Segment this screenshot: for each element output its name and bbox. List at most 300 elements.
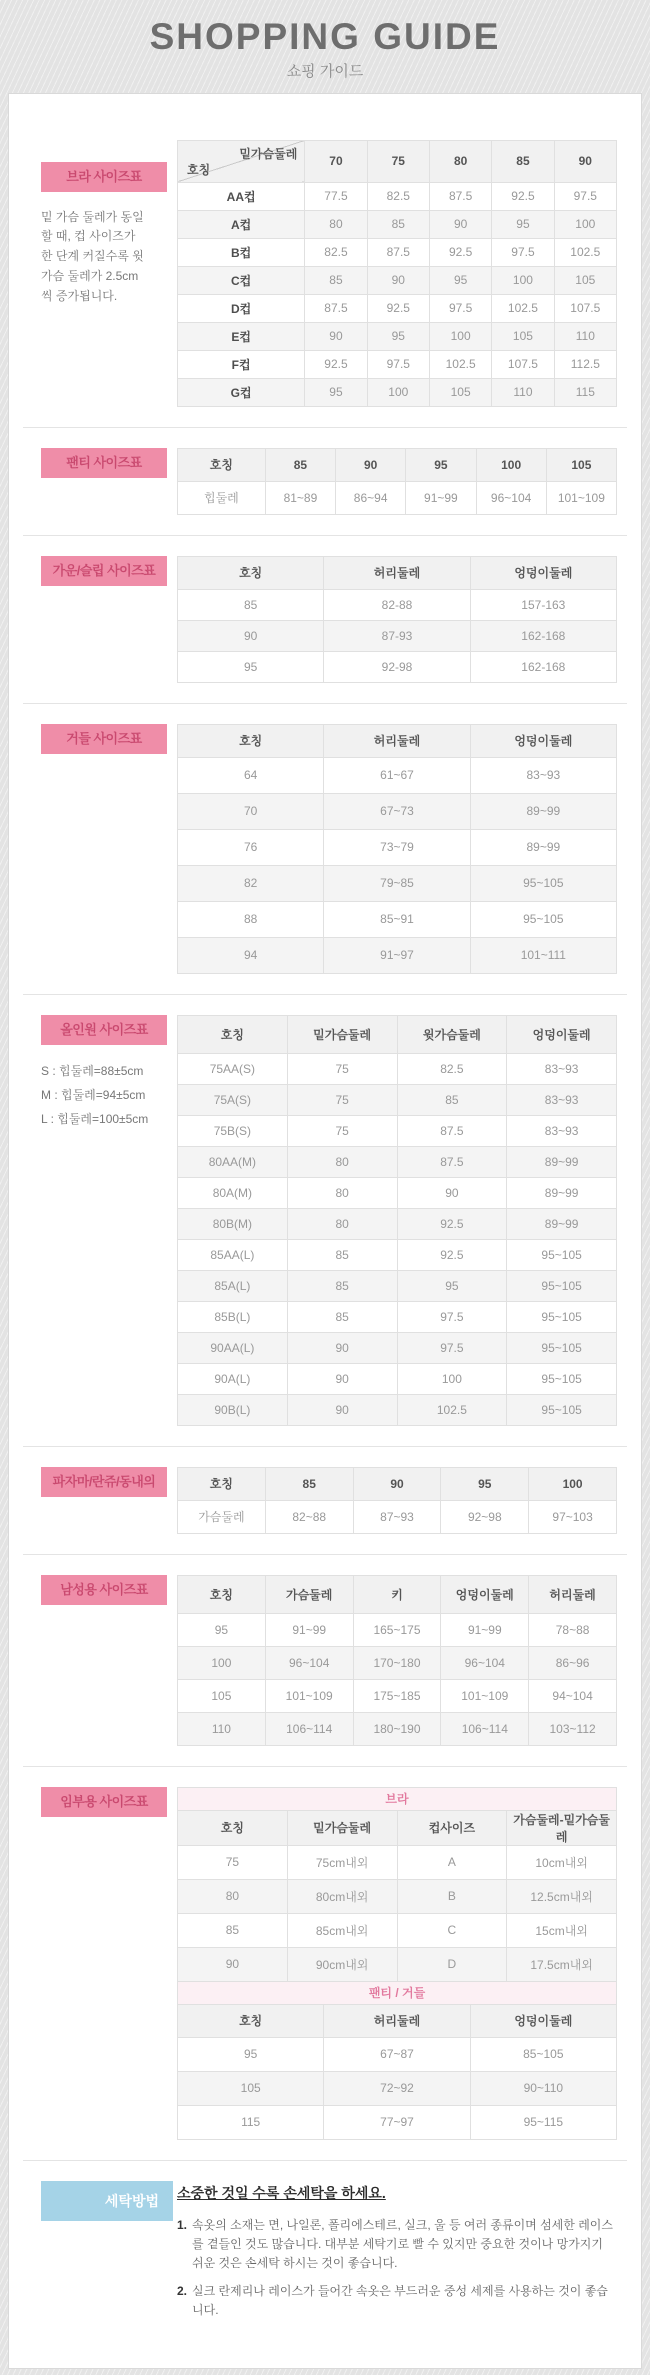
- table-cell: 75cm내외: [287, 1845, 397, 1879]
- table-cell: 82-88: [324, 589, 470, 620]
- table-cell: 115: [554, 378, 616, 406]
- column-header-cell: 95: [441, 1467, 529, 1500]
- row-header-cell: E컵: [178, 322, 305, 350]
- column-header-cell: 호칭: [178, 724, 324, 757]
- table-row: [178, 294, 617, 322]
- table-cell: 105: [178, 2071, 324, 2105]
- table-row: [178, 350, 617, 378]
- table-header-row: [178, 724, 617, 757]
- section-washing-method: [9, 2161, 641, 2341]
- table-cell: 105: [492, 322, 554, 350]
- pajama-size-table-container: [177, 1467, 617, 1534]
- column-header-cell: 90: [336, 448, 406, 481]
- column-header-cell: 밑가슴둘레: [287, 1015, 397, 1053]
- table-header-row: [178, 556, 617, 589]
- column-header-cell: 허리둘레: [324, 724, 470, 757]
- table-cell: 97.5: [429, 294, 491, 322]
- table-cell: 92-98: [324, 651, 470, 682]
- column-header-cell: 100: [476, 448, 546, 481]
- column-header-cell: 가슴둘레-밑가슴둘레: [507, 1810, 617, 1845]
- table-cell: 92.5: [397, 1239, 507, 1270]
- table-cell: 95~105: [507, 1394, 617, 1425]
- table-cell: 95: [178, 2037, 324, 2071]
- washing-method-title: 소중한 것일 수록 손세탁을 하세요.: [177, 2184, 386, 2201]
- table-cell: 107.5: [554, 294, 616, 322]
- table-cell: 95~105: [470, 865, 616, 901]
- table-row: [178, 182, 617, 210]
- mens-size-table-container: [177, 1575, 617, 1746]
- table-cell: 75AA(S): [178, 1053, 288, 1084]
- table-cell: 86~94: [336, 481, 406, 514]
- table-cell: 75A(S): [178, 1084, 288, 1115]
- table-row: [178, 589, 617, 620]
- table-cell: 100: [492, 266, 554, 294]
- table-cell: 87.5: [397, 1115, 507, 1146]
- table-row: [178, 1879, 617, 1913]
- table-row: [178, 1208, 617, 1239]
- column-header-cell: 윗가슴둘레: [397, 1015, 507, 1053]
- table-cell: 115: [178, 2105, 324, 2139]
- table-cell: 105: [429, 378, 491, 406]
- table-cell: 97.5: [397, 1332, 507, 1363]
- column-header-cell: 75: [367, 140, 429, 182]
- table-cell: 89~99: [507, 1208, 617, 1239]
- table-cell: 101~109: [265, 1679, 353, 1712]
- table-cell: 85: [287, 1270, 397, 1301]
- column-header-cell: 100: [529, 1467, 617, 1500]
- table-row: [178, 937, 617, 973]
- content-card: [8, 93, 642, 2370]
- table-cell: 91~97: [324, 937, 470, 973]
- table-row: [178, 378, 617, 406]
- page-title: SHOPPING GUIDE: [149, 16, 501, 57]
- table-cell: 70: [178, 793, 324, 829]
- washing-item-text: 실크 란제리나 레이스가 들어간 속옷은 부드러운 중성 세제를 사용하는 것이 좋습니다.: [192, 2284, 608, 2318]
- table-cell: 61~67: [324, 757, 470, 793]
- table-row: [178, 2071, 617, 2105]
- section-allinone-size: [9, 995, 641, 1446]
- size-table: [177, 1787, 617, 1982]
- table-cell: 101~111: [470, 937, 616, 973]
- column-header-cell: 엉덩이둘레: [507, 1015, 617, 1053]
- column-header-cell: 호칭: [178, 1015, 288, 1053]
- table-cell: 102.5: [397, 1394, 507, 1425]
- table-row: [178, 1177, 617, 1208]
- table-row: [178, 1646, 617, 1679]
- row-header-cell: D컵: [178, 294, 305, 322]
- table-cell: 101~109: [546, 481, 616, 514]
- column-header-cell: 엉덩이둘레: [470, 2004, 616, 2037]
- table-row: [178, 1270, 617, 1301]
- table-row: [178, 1947, 617, 1981]
- column-header-cell: 허리둘레: [324, 2004, 470, 2037]
- table-cell: 67~73: [324, 793, 470, 829]
- table-cell: 100: [397, 1363, 507, 1394]
- table-cell: 85B(L): [178, 1301, 288, 1332]
- table-row: [178, 1712, 617, 1745]
- table-cell: 97.5: [367, 350, 429, 378]
- column-header-cell: 호칭: [178, 556, 324, 589]
- section-panty-size: [9, 428, 641, 535]
- table-cell: 95~105: [507, 1332, 617, 1363]
- section-left-column: [9, 2181, 159, 2221]
- row-header-cell: F컵: [178, 350, 305, 378]
- table-cell: 180~190: [353, 1712, 441, 1745]
- washing-instruction-item: [177, 2282, 617, 2320]
- girdle-size-table-container: [177, 724, 617, 974]
- table-cell: 72~92: [324, 2071, 470, 2105]
- table-cell: 90~110: [470, 2071, 616, 2105]
- table-cell: 101~109: [441, 1679, 529, 1712]
- table-cell: 80: [287, 1208, 397, 1239]
- table-row: [178, 1239, 617, 1270]
- table-row: [178, 793, 617, 829]
- maternity-size-table-container: [177, 1787, 617, 2140]
- table-cell: 106~114: [265, 1712, 353, 1745]
- table-cell: 85: [287, 1301, 397, 1332]
- table-row: [178, 620, 617, 651]
- table-row: [178, 1787, 617, 1810]
- table-cell: 힙둘레: [178, 481, 266, 514]
- table-cell: 85cm내외: [287, 1913, 397, 1947]
- table-cell: 90cm내외: [287, 1947, 397, 1981]
- size-table: [177, 1981, 617, 2140]
- table-row: [178, 266, 617, 294]
- panty-size-table-container: [177, 448, 617, 515]
- table-cell: 80: [178, 1879, 288, 1913]
- size-table: [177, 1015, 617, 1426]
- table-row: [178, 1394, 617, 1425]
- corner-bottom-label: 호칭: [187, 162, 211, 177]
- column-header-cell: 컵사이즈: [397, 1810, 507, 1845]
- table-cell: 96~104: [476, 481, 546, 514]
- table-cell: 95~105: [470, 901, 616, 937]
- row-header-cell: C컵: [178, 266, 305, 294]
- table-cell: 90: [397, 1177, 507, 1208]
- table-row: [178, 1115, 617, 1146]
- table-cell: 92.5: [492, 182, 554, 210]
- table-cell: 157-163: [470, 589, 616, 620]
- table-cell: 77~97: [324, 2105, 470, 2139]
- table-cell: 112.5: [554, 350, 616, 378]
- table-cell: 107.5: [492, 350, 554, 378]
- table-cell: 105: [178, 1679, 266, 1712]
- table-cell: 97.5: [397, 1301, 507, 1332]
- table-cell: 102.5: [492, 294, 554, 322]
- table-cell: C: [397, 1913, 507, 1947]
- table-cell: 83~93: [507, 1115, 617, 1146]
- section-left-column: [9, 1015, 149, 1131]
- section-left-column: [9, 724, 149, 754]
- table-cell: 79~85: [324, 865, 470, 901]
- table-cell: 88: [178, 901, 324, 937]
- table-cell: 82.5: [367, 182, 429, 210]
- table-row: [178, 1500, 617, 1533]
- table-cell: 95: [367, 322, 429, 350]
- table-cell: 102.5: [554, 238, 616, 266]
- column-header-cell: 90: [554, 140, 616, 182]
- table-row: [178, 238, 617, 266]
- table-cell: 97~103: [529, 1500, 617, 1533]
- table-cell: 162-168: [470, 651, 616, 682]
- table-row: [178, 481, 617, 514]
- table-cell: 100: [429, 322, 491, 350]
- row-header-cell: A컵: [178, 210, 305, 238]
- table-row: [178, 1301, 617, 1332]
- bra-size-note: 밑 가슴 둘레가 동일할 때, 컵 사이즈가 한 단계 커질수록 윗 가슴 둘레가 2.5cm씩 증가됩니다.: [41, 209, 144, 303]
- table-cell: 95~115: [470, 2105, 616, 2139]
- table-row: [178, 1845, 617, 1879]
- table-row: [178, 1613, 617, 1646]
- table-cell: 95: [429, 266, 491, 294]
- table-cell: 75B(S): [178, 1115, 288, 1146]
- table-cell: 77.5: [305, 182, 367, 210]
- table-row: [178, 2037, 617, 2071]
- allinone-note-m: M : 힙둘레=94±5cm: [41, 1087, 146, 1102]
- table-row: [178, 757, 617, 793]
- table-cell: 85~105: [470, 2037, 616, 2071]
- table-cell: 90: [429, 210, 491, 238]
- table-header-row: [178, 1575, 617, 1613]
- table-cell: 106~114: [441, 1712, 529, 1745]
- washing-item-number: 1.: [177, 2217, 188, 2232]
- table-cell: 64: [178, 757, 324, 793]
- column-header-cell: 85: [265, 1467, 353, 1500]
- table-cell: 80: [287, 1146, 397, 1177]
- table-cell: 95~105: [507, 1270, 617, 1301]
- table-cell: 96~104: [265, 1646, 353, 1679]
- table-cell: 가슴둘레: [178, 1500, 266, 1533]
- table-cell: 85: [178, 589, 324, 620]
- allinone-size-table-container: [177, 1015, 617, 1426]
- table-cell: 100: [178, 1646, 266, 1679]
- table-cell: 89~99: [507, 1177, 617, 1208]
- table-header-row: [178, 2004, 617, 2037]
- washing-method-content: [177, 2181, 617, 2321]
- table-cell: 80A(M): [178, 1177, 288, 1208]
- table-cell: 87.5: [305, 294, 367, 322]
- table-cell: 85: [178, 1913, 288, 1947]
- table-cell: 85AA(L): [178, 1239, 288, 1270]
- table-row: [178, 1679, 617, 1712]
- table-cell: 102.5: [429, 350, 491, 378]
- size-table: [177, 140, 617, 407]
- subsection-title-cell: 팬티 / 거들: [178, 1981, 617, 2004]
- table-cell: 10cm내외: [507, 1845, 617, 1879]
- table-cell: 12.5cm내외: [507, 1879, 617, 1913]
- section-left-column: [9, 140, 149, 307]
- table-row: [178, 1981, 617, 2004]
- size-table: [177, 1467, 617, 1534]
- table-cell: 73~79: [324, 829, 470, 865]
- table-cell: 92.5: [429, 238, 491, 266]
- column-header-cell: 호칭: [178, 1810, 288, 1845]
- table-cell: 92.5: [367, 294, 429, 322]
- table-cell: 90: [367, 266, 429, 294]
- table-cell: 110: [492, 378, 554, 406]
- table-row: [178, 1053, 617, 1084]
- table-cell: 96~104: [441, 1646, 529, 1679]
- table-cell: 87.5: [367, 238, 429, 266]
- table-cell: 95: [178, 651, 324, 682]
- table-cell: 75: [287, 1084, 397, 1115]
- column-header-cell: 키: [353, 1575, 441, 1613]
- table-cell: 97.5: [492, 238, 554, 266]
- table-cell: 87-93: [324, 620, 470, 651]
- table-cell: 17.5cm내외: [507, 1947, 617, 1981]
- table-cell: 95: [305, 378, 367, 406]
- column-header-cell: 90: [353, 1467, 441, 1500]
- table-cell: 80: [305, 210, 367, 238]
- gown-slip-size-table-container: [177, 556, 617, 683]
- section-left-column: [9, 448, 149, 478]
- table-row: [178, 1084, 617, 1115]
- section-label-allinone: 올인원 사이즈표: [41, 1015, 167, 1045]
- column-header-cell: 70: [305, 140, 367, 182]
- section-maternity-size: [9, 1767, 641, 2160]
- table-cell: 90AA(L): [178, 1332, 288, 1363]
- table-cell: 80B(M): [178, 1208, 288, 1239]
- table-cell: 110: [554, 322, 616, 350]
- column-header-cell: 허리둘레: [529, 1575, 617, 1613]
- column-header-cell: 가슴둘레: [265, 1575, 353, 1613]
- washing-item-number: 2.: [177, 2284, 188, 2299]
- table-cell: 87.5: [429, 182, 491, 210]
- section-gown-slip-size: [9, 536, 641, 703]
- table-row: [178, 829, 617, 865]
- size-table: [177, 1575, 617, 1746]
- table-cell: 87.5: [397, 1146, 507, 1177]
- table-cell: 97.5: [554, 182, 616, 210]
- row-header-cell: B컵: [178, 238, 305, 266]
- column-header-cell: 밑가슴둘레: [287, 1810, 397, 1845]
- subsection-title-cell: 브라: [178, 1787, 617, 1810]
- column-header-cell: 105: [546, 448, 616, 481]
- table-cell: 82: [178, 865, 324, 901]
- table-row: [178, 865, 617, 901]
- table-cell: 95: [178, 1613, 266, 1646]
- table-cell: 90: [178, 1947, 288, 1981]
- table-cell: 95: [397, 1270, 507, 1301]
- page-header: [0, 6, 650, 93]
- table-cell: 100: [367, 378, 429, 406]
- table-cell: 86~96: [529, 1646, 617, 1679]
- table-cell: 15cm내외: [507, 1913, 617, 1947]
- page-subtitle: 쇼핑 가이드: [286, 62, 364, 80]
- table-cell: 87~93: [353, 1500, 441, 1533]
- table-cell: 83~93: [507, 1084, 617, 1115]
- table-cell: 85A(L): [178, 1270, 288, 1301]
- allinone-note-s: S : 힙둘레=88±5cm: [41, 1063, 144, 1078]
- table-cell: 94~104: [529, 1679, 617, 1712]
- table-cell: 95~105: [507, 1301, 617, 1332]
- washing-item-text: 속옷의 소재는 면, 나일론, 폴리에스테르, 실크, 울 등 여러 종류이며 섬세한 레이스를 곁들인 것도 많습니다. 대부분 세탁기로 빨 수 있지만 중요한 것이나 망가지기 쉬운 것은 손세탁 하시는 것이 좋습니다.: [192, 2217, 613, 2270]
- column-header-cell: 호칭: [178, 1467, 266, 1500]
- table-cell: 85: [305, 266, 367, 294]
- row-header-cell: AA컵: [178, 182, 305, 210]
- section-left-column: [9, 1575, 149, 1605]
- table-cell: 75: [178, 1845, 288, 1879]
- table-row: [178, 651, 617, 682]
- table-cell: 75: [287, 1053, 397, 1084]
- table-cell: 85: [367, 210, 429, 238]
- size-table: [177, 724, 617, 974]
- table-header-row: [178, 1467, 617, 1500]
- section-left-column: [9, 1787, 149, 1817]
- allinone-note-l: L : 힙둘레=100±5cm: [41, 1111, 149, 1126]
- section-label-maternity: 임부용 사이즈표: [41, 1787, 167, 1817]
- table-cell: 94: [178, 937, 324, 973]
- table-cell: 85~91: [324, 901, 470, 937]
- table-cell: 92~98: [441, 1500, 529, 1533]
- column-header-cell: 호칭: [178, 2004, 324, 2037]
- table-cell: 110: [178, 1712, 266, 1745]
- section-label-mens: 남성용 사이즈표: [41, 1575, 167, 1605]
- table-cell: 89~99: [470, 829, 616, 865]
- table-cell: 82.5: [305, 238, 367, 266]
- table-cell: 81~89: [265, 481, 335, 514]
- table-cell: 90: [287, 1394, 397, 1425]
- section-left-column: [9, 556, 156, 586]
- size-table: [177, 556, 617, 683]
- table-cell: 90: [305, 322, 367, 350]
- table-cell: 95: [492, 210, 554, 238]
- size-table: [177, 448, 617, 515]
- column-header-cell: 95: [406, 448, 476, 481]
- table-row: [178, 1332, 617, 1363]
- column-header-cell: 엉덩이둘레: [470, 556, 616, 589]
- section-label-washing: 세탁방법: [41, 2181, 173, 2221]
- section-girdle-size: [9, 704, 641, 994]
- table-cell: 80cm내외: [287, 1879, 397, 1913]
- table-cell: 170~180: [353, 1646, 441, 1679]
- table-cell: 67~87: [324, 2037, 470, 2071]
- table-header-row: [178, 1015, 617, 1053]
- table-row: [178, 210, 617, 238]
- table-cell: 90: [178, 620, 324, 651]
- table-cell: 100: [554, 210, 616, 238]
- section-label-pajama: 파자마/란쥬/동내의: [41, 1467, 167, 1497]
- table-cell: 85: [397, 1084, 507, 1115]
- table-cell: 162-168: [470, 620, 616, 651]
- table-cell: 91~99: [441, 1613, 529, 1646]
- section-bra-size: [9, 120, 641, 427]
- section-label-bra: 브라 사이즈표: [41, 162, 167, 192]
- table-cell: 75: [287, 1115, 397, 1146]
- table-cell: 83~93: [507, 1053, 617, 1084]
- table-row: [178, 1913, 617, 1947]
- table-header-row: [178, 1810, 617, 1845]
- table-cell: 82.5: [397, 1053, 507, 1084]
- table-cell: D: [397, 1947, 507, 1981]
- table-row: [178, 322, 617, 350]
- column-header-cell: 엉덩이둘레: [470, 724, 616, 757]
- section-pajama-size: [9, 1447, 641, 1554]
- table-cell: 165~175: [353, 1613, 441, 1646]
- column-header-cell: 엉덩이둘레: [441, 1575, 529, 1613]
- table-cell: 95~105: [507, 1363, 617, 1394]
- column-header-cell: 호칭: [178, 1575, 266, 1613]
- column-header-cell: 85: [492, 140, 554, 182]
- table-cell: 175~185: [353, 1679, 441, 1712]
- bra-size-table-container: [177, 140, 617, 407]
- row-header-cell: G컵: [178, 378, 305, 406]
- section-left-column: [9, 1467, 156, 1497]
- table-cell: 78~88: [529, 1613, 617, 1646]
- section-label-girdle: 거들 사이즈표: [41, 724, 167, 754]
- table-cell: B: [397, 1879, 507, 1913]
- table-cell: 91~99: [406, 481, 476, 514]
